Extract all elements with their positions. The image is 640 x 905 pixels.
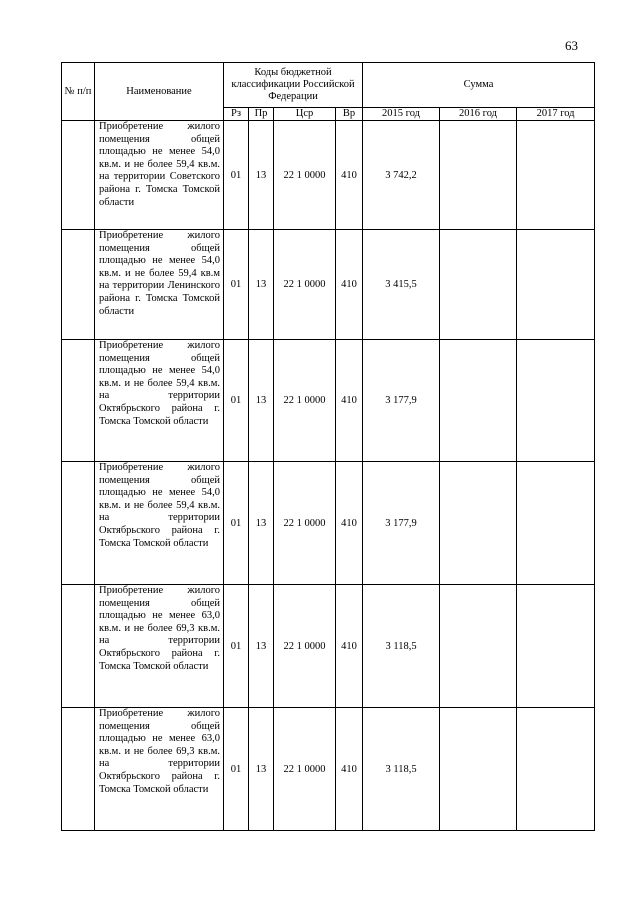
- cell-vr: 410: [336, 708, 363, 831]
- cell-year-2017: [517, 340, 595, 462]
- header-csr: Цср: [274, 108, 336, 121]
- cell-year-2017: [517, 708, 595, 831]
- cell-number: [62, 708, 95, 831]
- cell-pr: 13: [249, 462, 274, 585]
- page-number: 63: [565, 38, 578, 53]
- header-vr: Вр: [336, 108, 363, 121]
- cell-rz: 01: [224, 585, 249, 708]
- table-row: [62, 462, 595, 585]
- cell-number: [62, 230, 95, 340]
- header-name: Наименование: [95, 63, 224, 121]
- table-row: [62, 121, 595, 230]
- table-row: [62, 230, 595, 340]
- header-number: № п/п: [62, 63, 95, 121]
- cell-pr: 13: [249, 121, 274, 230]
- cell-rz: 01: [224, 708, 249, 831]
- cell-year-2017: [517, 121, 595, 230]
- cell-csr: 22 1 0000: [274, 230, 336, 340]
- cell-rz: 01: [224, 340, 249, 462]
- cell-name: Приобретение жилого помещения общей площадью не менее 63,0 кв.м. и не более 69,3 кв.м. на территории Октябрьского района г. Томска Томской области: [95, 708, 224, 831]
- cell-year-2016: [440, 585, 517, 708]
- cell-name: Приобретение жилого помещения общей площадью не менее 54,0 кв.м. и не более 59,4 кв.м. на территории Советского района г. Томска Томской области: [95, 121, 224, 230]
- header-pr: Пр: [249, 108, 274, 121]
- table-row: [62, 708, 595, 831]
- cell-csr: 22 1 0000: [274, 462, 336, 585]
- cell-number: [62, 121, 95, 230]
- cell-name: Приобретение жилого помещения общей площадью не менее 54,0 кв.м. и не более 59,4 кв.м на территории Ленинского района г. Томска Томской области: [95, 230, 224, 340]
- cell-csr: 22 1 0000: [274, 121, 336, 230]
- cell-name: Приобретение жилого помещения общей площадью не менее 63,0 кв.м. и не более 69,3 кв.м. на территории Октябрьского района г. Томска Томской области: [95, 585, 224, 708]
- cell-vr: 410: [336, 230, 363, 340]
- header-2016: 2016 год: [440, 108, 517, 121]
- cell-year-2016: [440, 340, 517, 462]
- cell-year-2015: 3 177,9: [363, 462, 440, 585]
- table-row: [62, 585, 595, 708]
- table-header: [62, 63, 595, 121]
- header-2015: 2015 год: [363, 108, 440, 121]
- header-codes-group: Коды бюджетной классификации Российской Федерации: [224, 63, 363, 108]
- cell-number: [62, 340, 95, 462]
- cell-year-2015: 3 177,9: [363, 340, 440, 462]
- cell-pr: 13: [249, 230, 274, 340]
- cell-number: [62, 585, 95, 708]
- cell-rz: 01: [224, 462, 249, 585]
- cell-name: Приобретение жилого помещения общей площадью не менее 54,0 кв.м. и не более 59,4 кв.м. на территории Октябрьского района г. Томска Томской области: [95, 462, 224, 585]
- header-2017: 2017 год: [517, 108, 595, 121]
- table-body: [62, 121, 595, 831]
- cell-vr: 410: [336, 462, 363, 585]
- cell-vr: 410: [336, 340, 363, 462]
- cell-pr: 13: [249, 585, 274, 708]
- cell-year-2016: [440, 708, 517, 831]
- cell-csr: 22 1 0000: [274, 340, 336, 462]
- budget-table: [61, 62, 595, 831]
- cell-year-2017: [517, 230, 595, 340]
- cell-name: Приобретение жилого помещения общей площадью не менее 54,0 кв.м. и не более 59,4 кв.м. на территории Октябрьского района г. Томска Томской области: [95, 340, 224, 462]
- header-rz: Рз: [224, 108, 249, 121]
- cell-rz: 01: [224, 230, 249, 340]
- cell-year-2015: 3 742,2: [363, 121, 440, 230]
- cell-csr: 22 1 0000: [274, 585, 336, 708]
- cell-rz: 01: [224, 121, 249, 230]
- cell-pr: 13: [249, 340, 274, 462]
- header-sum-group: Сумма: [363, 63, 595, 108]
- cell-year-2015: 3 415,5: [363, 230, 440, 340]
- cell-csr: 22 1 0000: [274, 708, 336, 831]
- cell-vr: 410: [336, 121, 363, 230]
- cell-year-2015: 3 118,5: [363, 585, 440, 708]
- cell-year-2017: [517, 585, 595, 708]
- cell-number: [62, 462, 95, 585]
- table-row: [62, 340, 595, 462]
- cell-pr: 13: [249, 708, 274, 831]
- cell-year-2016: [440, 121, 517, 230]
- cell-year-2017: [517, 462, 595, 585]
- cell-year-2016: [440, 462, 517, 585]
- cell-vr: 410: [336, 585, 363, 708]
- cell-year-2016: [440, 230, 517, 340]
- cell-year-2015: 3 118,5: [363, 708, 440, 831]
